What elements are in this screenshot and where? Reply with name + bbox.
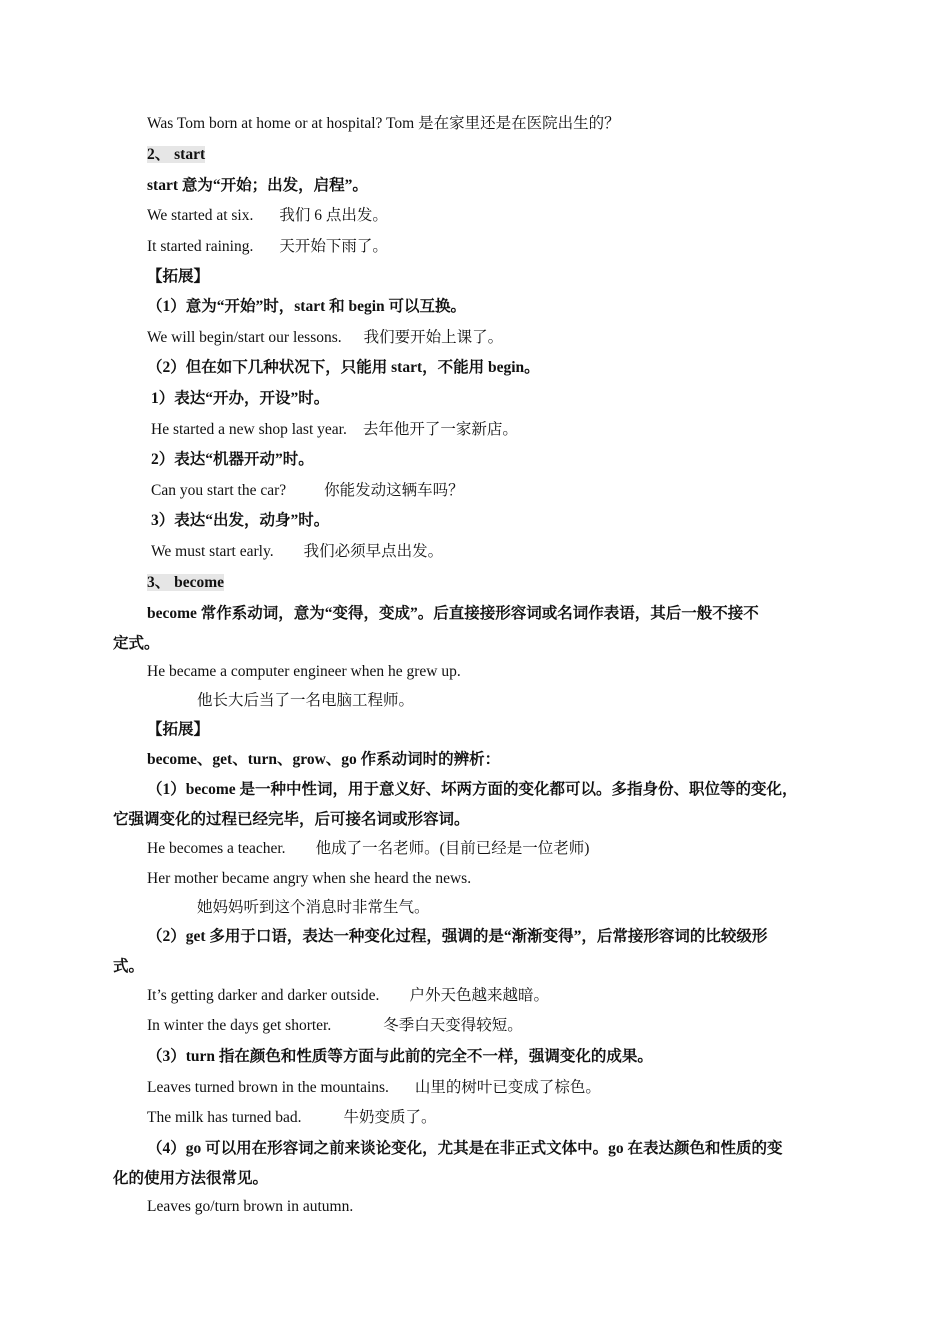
- example-line: Leaves go/turn brown in autumn.: [147, 1198, 354, 1215]
- rule-subitem: 2）表达“机器开动”时。: [151, 451, 314, 468]
- definition-line-cont: 定式。: [113, 635, 160, 652]
- example-line: [151, 481, 464, 501]
- english-sentence: The milk has turned bad.: [147, 1109, 302, 1126]
- example-line: [147, 1016, 523, 1036]
- chinese-translation: 去年他开了一家新店。: [362, 421, 518, 438]
- english-sentence: We started at six.: [147, 207, 254, 224]
- rule-line-cont: 化的使用方法很常见。: [113, 1170, 269, 1187]
- rule-line: （2）但在如下几种状况下，只能用 start，不能用 begin。: [147, 359, 540, 376]
- chinese-translation: 他长大后当了一名电脑工程师。: [197, 692, 415, 709]
- example-line: [147, 839, 589, 859]
- rule-subitem: 3）表达“出发，动身”时。: [151, 512, 330, 529]
- rule-line-cont: 式。: [113, 958, 145, 975]
- chinese-translation: Tom 是在家里还是在医院出生的？: [386, 115, 620, 132]
- english-sentence: We will begin/start our lessons.: [147, 329, 342, 346]
- rule-subitem: 1）表达“开办，开设”时。: [151, 390, 330, 407]
- section-heading-text: 2、 start: [147, 146, 206, 163]
- extension-label: 【拓展】: [147, 721, 210, 738]
- english-sentence: It started raining.: [147, 238, 254, 255]
- example-line: [151, 542, 443, 562]
- example-line: Her mother became angry when she heard the news.: [147, 870, 472, 887]
- rule-line: （2）get 多用于口语，表达一种变化过程，强调的是“渐渐变得”，后常接形容词的比较级形: [147, 928, 768, 945]
- chinese-translation: 山里的树叶已变成了棕色。: [414, 1079, 601, 1096]
- example-line: [147, 986, 549, 1006]
- example-line: [147, 237, 388, 257]
- example-line: He became a computer engineer when he grew up.: [147, 663, 461, 680]
- section-heading-text: 3、 become: [147, 574, 225, 591]
- chinese-translation: 你能发动这辆车吗？: [324, 482, 464, 499]
- definition-line: become 常作系动词，意为“变得，变成”。后直接接形容词或名词作表语，其后一般不接不: [147, 605, 759, 622]
- section-heading-become: [147, 573, 224, 593]
- english-sentence: He started a new shop last year.: [151, 421, 347, 438]
- example-line: [147, 206, 388, 226]
- example-line: [147, 114, 620, 134]
- rule-line: （1）become 是一种中性词，用于意义好、坏两方面的变化都可以。多指身份、职位等的变化，: [147, 781, 798, 798]
- rule-line: （1）意为“开始”时，start 和 begin 可以互换。: [147, 298, 467, 315]
- section-heading-start: [147, 145, 205, 165]
- rule-line: （4）go 可以用在形容词之前来谈论变化，尤其是在非正式文体中。go 在表达颜色和性质的变: [147, 1140, 783, 1157]
- example-line: [147, 328, 503, 348]
- chinese-translation: 户外天色越来越暗。: [409, 987, 549, 1004]
- rule-line-cont: 它强调变化的过程已经完毕，后可接名词或形容词。: [113, 811, 470, 828]
- english-sentence: We must start early.: [151, 543, 274, 560]
- extension-label: 【拓展】: [147, 268, 210, 285]
- chinese-translation: 她妈妈听到这个消息时非常生气。: [197, 899, 430, 916]
- example-line: [147, 1108, 437, 1128]
- definition-line: start 意为“开始；出发，启程”。: [147, 177, 368, 194]
- chinese-translation: 我们 6 点出发。: [279, 207, 388, 224]
- chinese-translation: 天开始下雨了。: [279, 238, 388, 255]
- chinese-translation: 冬季白天变得较短。: [383, 1017, 523, 1034]
- rule-line: （3）turn 指在颜色和性质等方面与此前的完全不一样，强调变化的成果。: [147, 1048, 653, 1065]
- chinese-translation: 我们必须早点出发。: [303, 543, 444, 560]
- english-sentence: He becomes a teacher.: [147, 840, 286, 857]
- comparison-intro: become、get、turn、grow、go 作系动词时的辨析：: [147, 751, 501, 768]
- example-line: [151, 420, 518, 440]
- english-sentence: It’s getting darker and darker outside.: [147, 987, 380, 1004]
- english-sentence: In winter the days get shorter.: [147, 1017, 332, 1034]
- chinese-translation: 他成了一名老师。(目前已经是一位老师): [315, 840, 590, 857]
- chinese-translation: 我们要开始上课了。: [363, 329, 504, 346]
- example-line: [147, 1078, 601, 1098]
- english-sentence: Was Tom born at home or at hospital?: [147, 115, 383, 132]
- english-sentence: Leaves turned brown in the mountains.: [147, 1079, 389, 1096]
- english-sentence: Can you start the car?: [151, 482, 287, 499]
- chinese-translation: 牛奶变质了。: [343, 1109, 437, 1126]
